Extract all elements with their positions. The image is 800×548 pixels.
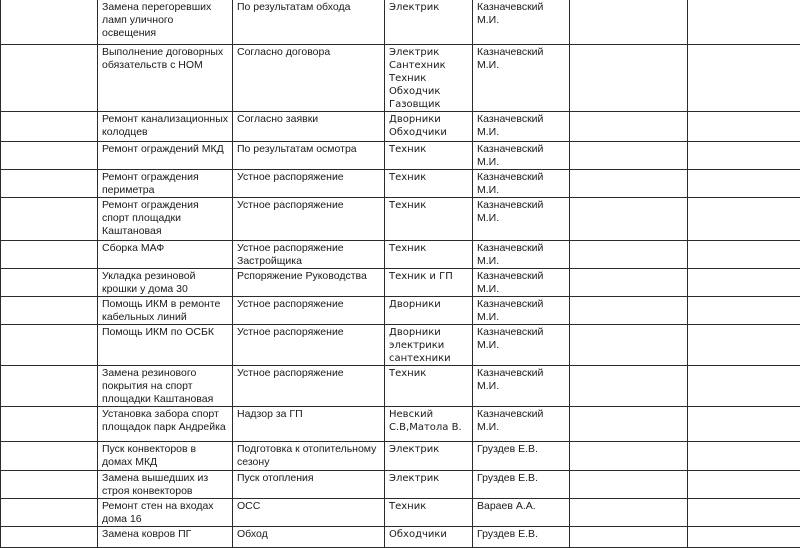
work-cell: Ремонт ограждений МКД (98, 141, 233, 169)
responsible-cell: Казначевский М.И. (473, 141, 570, 169)
responsible-cell: Казначевский М.И. (473, 0, 570, 44)
basis-cell: Согласно договора (233, 44, 385, 111)
row-blank-cell (1, 111, 98, 141)
work-cell: Установка забора спорт площадок парк Андрейка (98, 406, 233, 441)
responsible-cell: Казначевский М.И. (473, 324, 570, 365)
row-blank-cell (1, 441, 98, 470)
blank-cell (570, 296, 688, 324)
row-blank-cell (1, 296, 98, 324)
table-row (1, 141, 800, 169)
executor-cell: Техник и ГП (385, 268, 473, 296)
blank-cell (570, 111, 688, 141)
work-cell: Замена ковров ПГ (98, 526, 233, 547)
row-blank-cell (1, 169, 98, 197)
basis-cell: Надзор за ГП (233, 406, 385, 441)
responsible-cell: Казначевский М.И. (473, 296, 570, 324)
basis-cell: ОСС (233, 498, 385, 526)
row-blank-cell (1, 406, 98, 441)
table-row (1, 197, 800, 240)
table-row (1, 441, 800, 470)
blank-cell (570, 470, 688, 498)
table-row (1, 0, 800, 44)
work-cell: Ремонт ограждения периметра (98, 169, 233, 197)
table-row (1, 470, 800, 498)
executor-cell: Электрик (385, 470, 473, 498)
responsible-cell: Казначевский М.И. (473, 240, 570, 268)
responsible-cell: Казначевский М.И. (473, 169, 570, 197)
blank-cell (688, 470, 800, 498)
responsible-cell: Груздев Е.В. (473, 441, 570, 470)
row-blank-cell (1, 324, 98, 365)
table-row (1, 296, 800, 324)
blank-cell (688, 111, 800, 141)
blank-cell (688, 240, 800, 268)
basis-cell: Устное распоряжение (233, 197, 385, 240)
responsible-cell: Казначевский М.И. (473, 406, 570, 441)
table-row (1, 268, 800, 296)
table-row (1, 44, 800, 111)
blank-cell (570, 141, 688, 169)
executor-cell: Невский С.В,Матола В. (385, 406, 473, 441)
row-blank-cell (1, 268, 98, 296)
basis-cell: Устное распоряжение (233, 324, 385, 365)
work-cell: Замена резинового покрытия на спорт площадки Каштановая (98, 365, 233, 406)
blank-cell (688, 498, 800, 526)
basis-cell: Рспоряжение Руководства (233, 268, 385, 296)
blank-cell (570, 197, 688, 240)
table-row (1, 169, 800, 197)
responsible-cell: Груздев Е.В. (473, 526, 570, 547)
blank-cell (570, 365, 688, 406)
table-row (1, 406, 800, 441)
blank-cell (688, 324, 800, 365)
blank-cell (688, 44, 800, 111)
responsible-cell: Казначевский М.И. (473, 44, 570, 111)
executor-cell: Дворники Обходчики (385, 111, 473, 141)
blank-cell (688, 526, 800, 547)
blank-cell (570, 498, 688, 526)
work-cell: Укладка резиновой крошки у дома 30 (98, 268, 233, 296)
row-blank-cell (1, 365, 98, 406)
blank-cell (570, 406, 688, 441)
blank-cell (688, 169, 800, 197)
responsible-cell: Груздев Е.В. (473, 470, 570, 498)
row-blank-cell (1, 498, 98, 526)
work-cell: Помощь ИКМ по ОСБК (98, 324, 233, 365)
blank-cell (570, 441, 688, 470)
executor-cell: Электрик Сантехник Техник Обходчик Газовщик (385, 44, 473, 111)
blank-cell (688, 296, 800, 324)
row-blank-cell (1, 0, 98, 44)
executor-cell: Техник (385, 498, 473, 526)
work-cell: Ремонт канализационных колодцев (98, 111, 233, 141)
row-blank-cell (1, 526, 98, 547)
executor-cell: Техник (385, 240, 473, 268)
basis-cell: Устное распоряжение (233, 296, 385, 324)
blank-cell (688, 197, 800, 240)
executor-cell: Техник (385, 365, 473, 406)
work-cell: Помощь ИКМ в ремонте кабельных линий (98, 296, 233, 324)
blank-cell (570, 240, 688, 268)
basis-cell: Устное распоряжение Застройщика (233, 240, 385, 268)
blank-cell (570, 268, 688, 296)
executor-cell: Дворники электрики сантехники (385, 324, 473, 365)
executor-cell: Техник (385, 197, 473, 240)
table-row (1, 498, 800, 526)
executor-cell: Техник (385, 169, 473, 197)
work-cell: Сборка МАФ (98, 240, 233, 268)
blank-cell (688, 268, 800, 296)
blank-cell (570, 0, 688, 44)
blank-cell (570, 169, 688, 197)
basis-cell: Устное распоряжение (233, 365, 385, 406)
table-row (1, 526, 800, 547)
executor-cell: Электрик (385, 441, 473, 470)
row-blank-cell (1, 44, 98, 111)
responsible-cell: Вараев А.А. (473, 498, 570, 526)
work-cell: Замена вышедших из строя конвекторов (98, 470, 233, 498)
blank-cell (688, 406, 800, 441)
basis-cell: Обход (233, 526, 385, 547)
blank-cell (570, 526, 688, 547)
executor-cell: Техник (385, 141, 473, 169)
table-row (1, 324, 800, 365)
basis-cell: По результатам осмотра (233, 141, 385, 169)
work-cell: Пуск конвекторов в домах МКД (98, 441, 233, 470)
executor-cell: Дворники (385, 296, 473, 324)
responsible-cell: Казначевский М.И. (473, 268, 570, 296)
blank-cell (688, 441, 800, 470)
basis-cell: Устное распоряжение (233, 169, 385, 197)
blank-cell (570, 324, 688, 365)
basis-cell: Пуск отопления (233, 470, 385, 498)
basis-cell: Согласно заявки (233, 111, 385, 141)
executor-cell: Электрик (385, 0, 473, 44)
work-cell: Ремонт стен на входах дома 16 (98, 498, 233, 526)
blank-cell (688, 141, 800, 169)
responsible-cell: Казначевский М.И. (473, 111, 570, 141)
table-row (1, 111, 800, 141)
blank-cell (688, 365, 800, 406)
basis-cell: По результатам обхода (233, 0, 385, 44)
table-row (1, 240, 800, 268)
work-cell: Выполнение договорных обязательств с НОМ (98, 44, 233, 111)
responsible-cell: Казначевский М.И. (473, 197, 570, 240)
executor-cell: Обходчики (385, 526, 473, 547)
blank-cell (570, 44, 688, 111)
blank-cell (688, 0, 800, 44)
row-blank-cell (1, 141, 98, 169)
row-blank-cell (1, 470, 98, 498)
responsible-cell: Казначевский М.И. (473, 365, 570, 406)
work-cell: Замена перегоревших ламп уличного освещения (98, 0, 233, 44)
work-cell: Ремонт ограждения спорт площадки Каштановая (98, 197, 233, 240)
row-blank-cell (1, 197, 98, 240)
basis-cell: Подготовка к отопительному сезону (233, 441, 385, 470)
row-blank-cell (1, 240, 98, 268)
table-body (1, 0, 800, 547)
table-row (1, 365, 800, 406)
